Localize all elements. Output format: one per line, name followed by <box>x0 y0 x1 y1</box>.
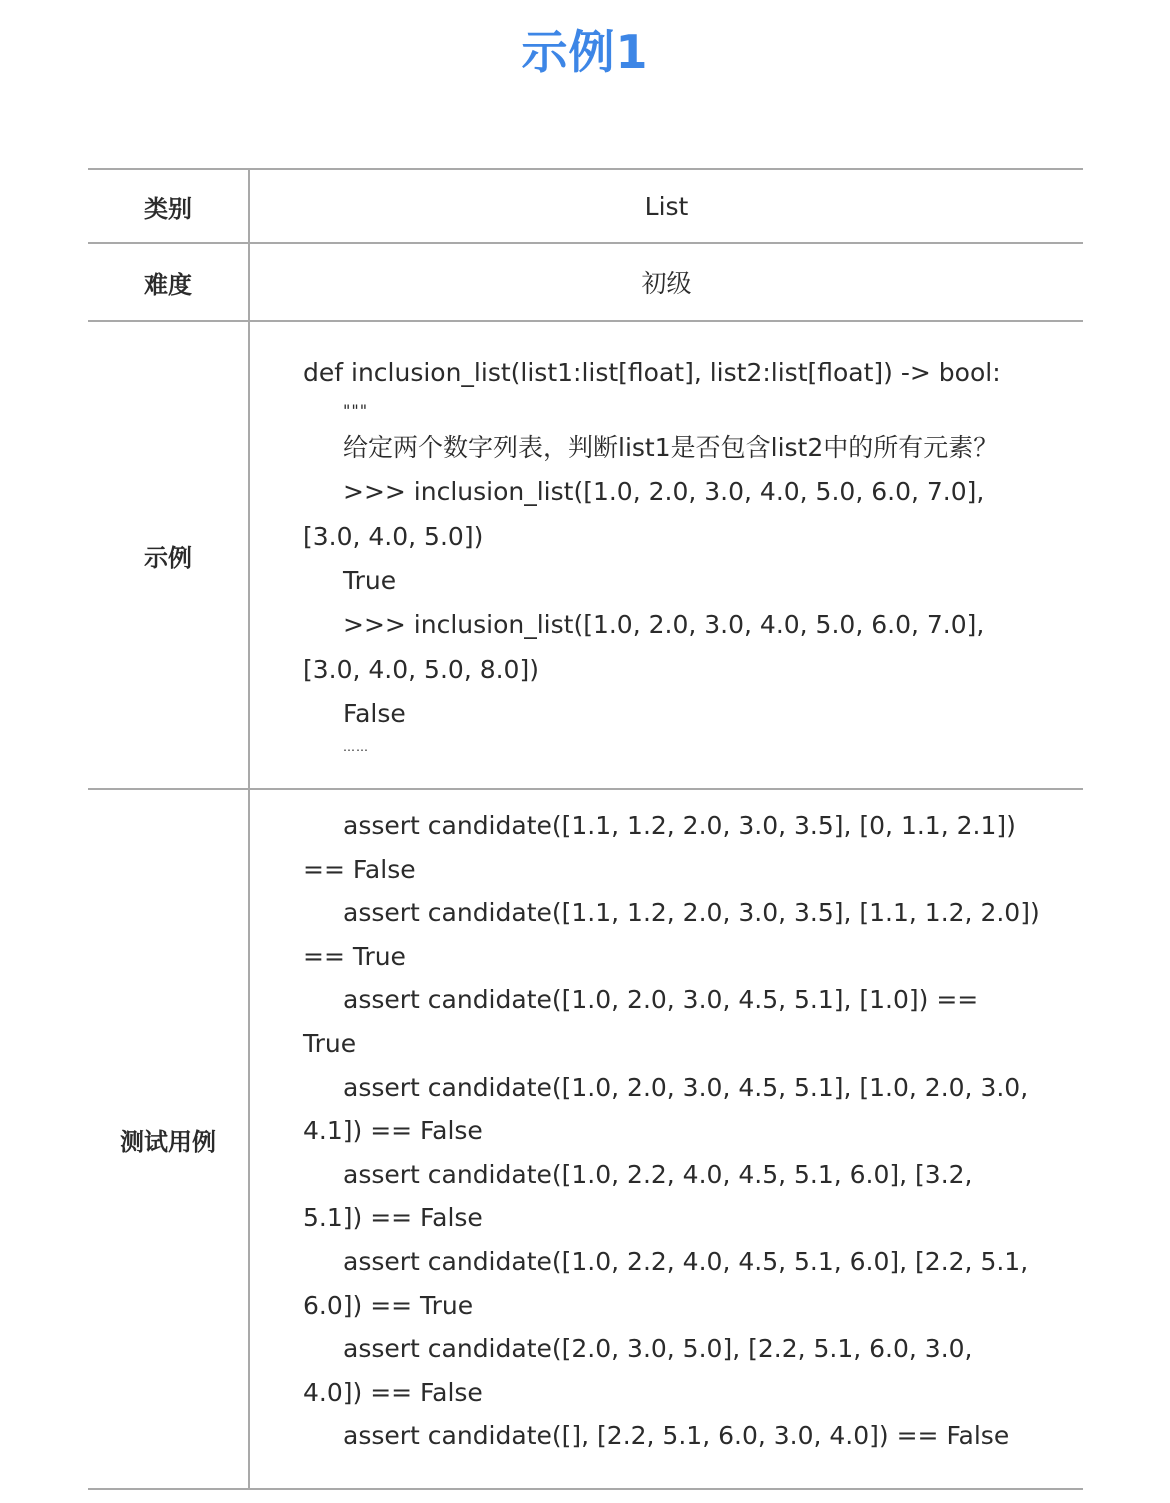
table-row-example <box>88 321 1083 789</box>
code-line: assert candidate([1.1, 1.2, 2.0, 3.0, 3.5], [1.1, 1.2, 2.0]) <box>343 898 1040 928</box>
table-row-category <box>88 169 1083 243</box>
code-line: True <box>343 566 397 595</box>
code-line: assert candidate([2.0, 3.0, 5.0], [2.2, 5.1, 6.0, 3.0, <box>343 1334 973 1364</box>
example-code <box>249 321 1083 789</box>
tests-label: 测试用例 <box>88 789 249 1489</box>
code-line: assert candidate([1.0, 2.2, 4.0, 4.5, 5.1, 6.0], [3.2, <box>343 1159 973 1189</box>
code-line: [3.0, 4.0, 5.0, 8.0]) <box>303 654 539 684</box>
code-line: 给定两个数字列表，判断list1是否包含list2中的所有元素？ <box>343 432 999 462</box>
code-line: …… <box>343 739 369 754</box>
code-line: def inclusion_list(list1:list[float], list2:list[float]) -> bool: <box>303 358 1001 388</box>
code-line: True <box>303 1029 357 1059</box>
page-title: 示例1 <box>521 25 649 79</box>
code-line: """ <box>343 400 369 420</box>
code-line: assert candidate([1.0, 2.2, 4.0, 4.5, 5.1, 6.0], [2.2, 5.1, <box>343 1246 1029 1276</box>
code-line: == True <box>303 941 406 971</box>
difficulty-value: 初级 <box>249 243 1083 321</box>
table-row-tests <box>88 789 1083 1489</box>
difficulty-label: 难度 <box>88 243 249 321</box>
tests-code <box>249 789 1083 1489</box>
code-line: False <box>343 699 406 729</box>
code-line: == False <box>303 854 416 884</box>
code-line: assert candidate([1.0, 2.0, 3.0, 4.5, 5.1], [1.0, 2.0, 3.0, <box>343 1072 1029 1102</box>
example-label: 示例 <box>88 321 249 789</box>
code-line: assert candidate([1.1, 1.2, 2.0, 3.0, 3.5], [0, 1.1, 2.1]) <box>343 811 1016 841</box>
code-line: 4.1]) == False <box>303 1116 483 1146</box>
code-line: 6.0]) == True <box>303 1290 474 1320</box>
category-value: List <box>249 169 1083 243</box>
code-line: assert candidate([], [2.2, 5.1, 6.0, 3.0, 4.0]) == False <box>343 1421 1010 1451</box>
code-line: assert candidate([1.0, 2.0, 3.0, 4.5, 5.1], [1.0]) == <box>343 985 979 1015</box>
spec-table <box>88 168 1083 1490</box>
code-line: 5.1]) == False <box>303 1203 483 1233</box>
code-line: 4.0]) == False <box>303 1377 483 1407</box>
code-line: >>> inclusion_list([1.0, 2.0, 3.0, 4.0, 5.0, 6.0, 7.0], <box>343 610 985 640</box>
category-label: 类别 <box>88 169 249 243</box>
table-row-difficulty <box>88 243 1083 321</box>
code-line: >>> inclusion_list([1.0, 2.0, 3.0, 4.0, 5.0, 6.0, 7.0], <box>343 477 985 507</box>
code-line: [3.0, 4.0, 5.0]) <box>303 521 484 551</box>
